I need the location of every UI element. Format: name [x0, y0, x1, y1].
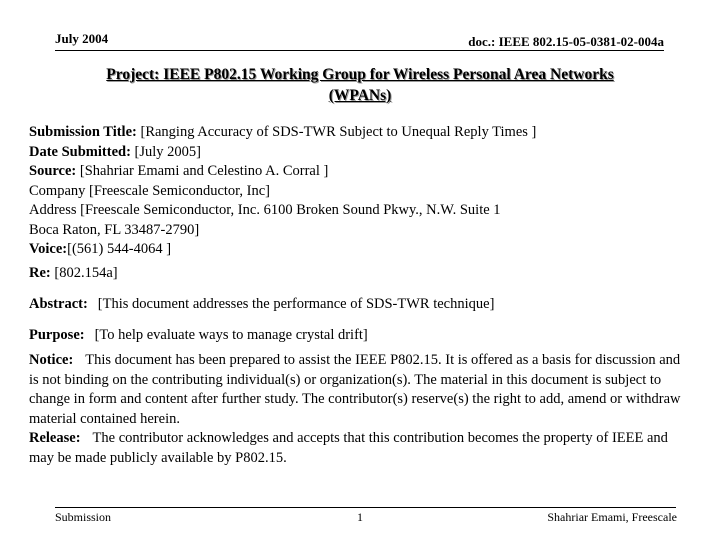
re-value: [802.154a] — [54, 265, 118, 281]
abstract-value: [This document addresses the performance of SDS-TWR technique] — [97, 296, 495, 312]
header-date: July 2004 — [55, 31, 109, 46]
source-label: Source: — [29, 163, 77, 179]
address-line-2: Boca Raton, FL 33487-2790] — [29, 221, 200, 238]
notice-release-block — [29, 351, 693, 468]
purpose-value: [To help evaluate ways to manage crystal drift] — [94, 327, 368, 343]
voice-line — [29, 240, 693, 260]
submission-info — [29, 123, 693, 260]
project-title-line1: Project: IEEE P802.15 Working Group for Wireless Personal Area Networks — [106, 66, 614, 83]
footer-author: Shahriar Emami, Freescale — [547, 510, 677, 524]
re-label: Re: — [29, 265, 51, 281]
abstract-line — [29, 295, 693, 315]
release-text: The contributor acknowledges and accepts that this contribution becomes the property of IEEE and may be made publicly available by P802.15. — [29, 430, 668, 466]
footer-page-number: 1 — [357, 510, 363, 524]
notice-paragraph — [29, 351, 693, 429]
release-label: Release: — [29, 430, 81, 446]
submission-title-label: Submission Title: — [29, 124, 137, 140]
purpose-label: Purpose: — [29, 327, 85, 343]
release-paragraph — [29, 429, 693, 468]
source-line — [29, 162, 693, 182]
date-submitted-line — [29, 143, 693, 163]
company-line: Company [Freescale Semiconductor, Inc] — [29, 182, 271, 199]
notice-text: This document has been prepared to assist the IEEE P802.15. It is offered as a basis for discussion and is not binding on the contributing individual(s) or organization(s). The material in this document is subject to change in form and content after further study. The contributor(s) reserve(s) the right to add, amend or withdraw material contained herein. — [29, 352, 681, 427]
submission-title-line — [29, 123, 693, 143]
address-line-1: Address [Freescale Semiconductor, Inc. 6100 Broken Sound Pkwy., N.W. Suite 1 — [29, 202, 501, 218]
re-line — [29, 264, 693, 284]
date-submitted-value: [July 2005] — [134, 143, 201, 160]
footer-submission: Submission — [55, 510, 112, 524]
submission-title-value: [Ranging Accuracy of SDS-TWR Subject to Unequal Reply Times ] — [140, 124, 537, 140]
source-value: [Shahriar Emami and Celestino A. Corral ] — [79, 163, 329, 179]
notice-label: Notice: — [29, 352, 74, 368]
header-rule — [55, 50, 664, 51]
voice-value: [(561) 544-4064 ] — [67, 241, 172, 257]
voice-label: Voice: — [29, 241, 68, 257]
header-doc-id: doc.: IEEE 802.15-05-0381-02-004a — [468, 34, 664, 49]
project-title-line2: (WPANs) — [328, 87, 392, 104]
footer-rule — [55, 507, 676, 508]
abstract-label: Abstract: — [29, 296, 88, 312]
date-submitted-label: Date Submitted: — [29, 143, 131, 160]
purpose-line — [29, 326, 693, 346]
project-title — [40, 64, 680, 106]
